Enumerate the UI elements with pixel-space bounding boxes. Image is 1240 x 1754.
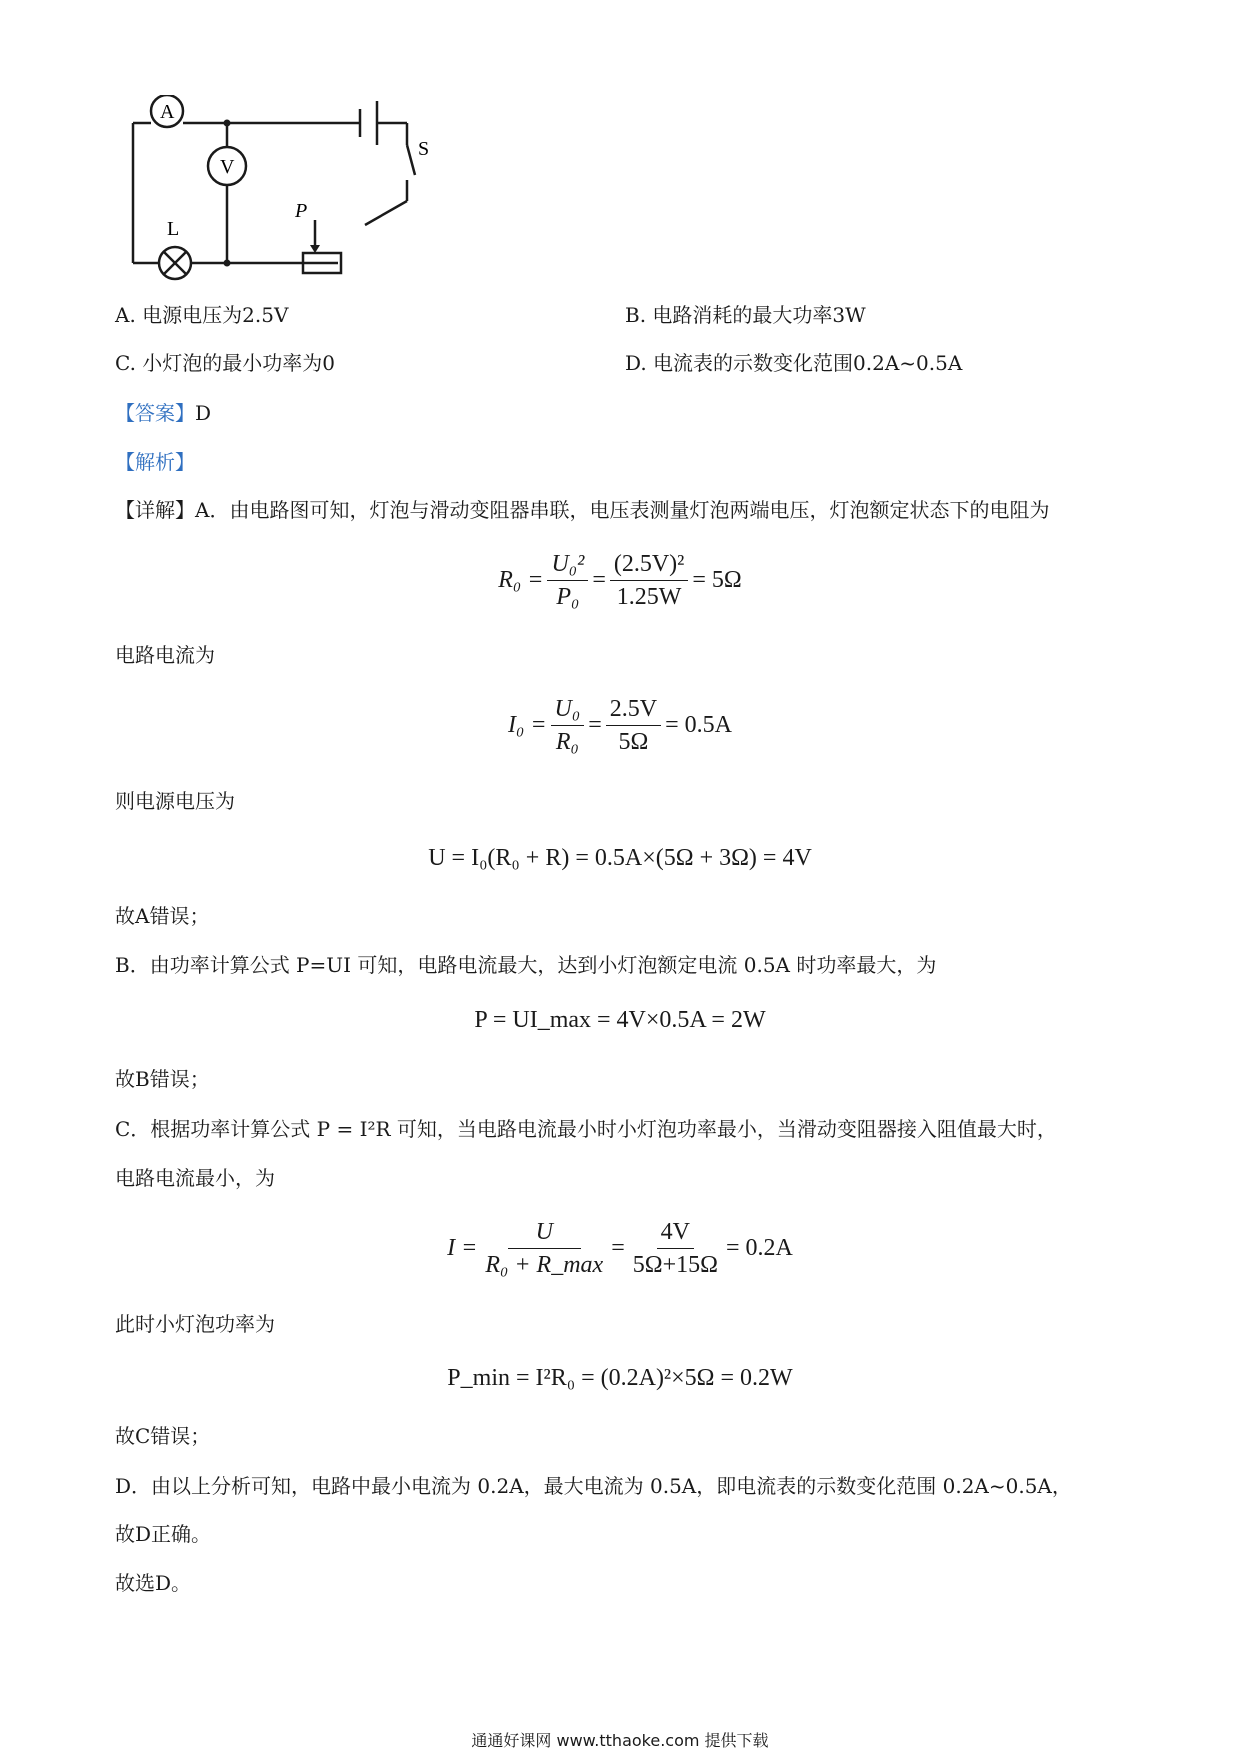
b-text: B．由功率计算公式 P=UI 可知，电路电流最大，达到小灯泡额定电流 0.5A 时功率最大，为 <box>115 953 937 977</box>
equation-2: I₀ = $\frac{\text{U₀}}{\text{R₀}}$ = $\frac{2.5V}{5\Omega}$ = 0.5A <box>508 696 732 755</box>
source-voltage-text: 则电源电压为 <box>115 789 235 813</box>
voltmeter-label: V <box>220 156 235 178</box>
option-d: D. 电流表的示数变化范围0.2A~0.5A <box>625 351 963 375</box>
option-c: C. 小灯泡的最小功率为0 <box>115 351 336 375</box>
eq5-frac-1: $\frac{U}{\text{R₀ + R\_max}}$ <box>485 1219 604 1278</box>
eq5-lhs: I = <box>447 1235 478 1261</box>
eq2-rhs: = 0.5A <box>665 712 732 738</box>
lamp-label: L <box>167 218 180 240</box>
answer-tag: 【答案】 <box>115 401 195 425</box>
detail-tag: 【详解】 <box>115 498 195 522</box>
eq1-frac-1: $\frac{\text{U₀²}}{\text{P₀}}$ <box>547 550 588 611</box>
equation-4: P = UI_max = 4V×0.5A = 2W <box>474 1006 766 1033</box>
switch-label: S <box>418 138 430 160</box>
detail-intro: A．由电路图可知，灯泡与滑动变阻器串联，电压表测量灯泡两端电压，灯泡额定状态下的电阻为 <box>195 498 1050 522</box>
choose-text: 故选D。 <box>115 1571 192 1595</box>
ammeter-label: A <box>160 101 175 123</box>
equation-1: R₀ = $\frac{\text{U₀²}}{\text{P₀}}$ = $\frac{\text{(2.5V)²}}{1.25W}$ = 5Ω <box>498 551 742 610</box>
circuit-current-text: 电路电流为 <box>115 643 215 667</box>
answer-value: D <box>195 401 212 425</box>
eq1-frac-2: $\frac{\text{(2.5V)²}}{1.25W}$ <box>610 550 689 611</box>
circuit-diagram <box>115 95 455 295</box>
eq5-rhs: = 0.2A <box>725 1235 793 1261</box>
eq2-frac-1: $\frac{\text{U₀}}{\text{R₀}}$ <box>551 695 585 756</box>
eq2-lhs: I₀ = <box>508 712 547 738</box>
equation-3: U = I₀(R₀ + R) = 0.5A×(5Ω + 3Ω) = 4V <box>428 844 812 871</box>
b-wrong-text: 故B错误； <box>115 1067 210 1091</box>
option-b: B. 电路消耗的最大功率3W <box>625 303 866 327</box>
detail-intro-line <box>115 497 1049 523</box>
lamp-power-text: 此时小灯泡功率为 <box>115 1312 275 1336</box>
slider-label: P <box>295 200 308 222</box>
c-text: C．根据功率计算公式 P = I²R 可知，当电路电流最小时小灯泡功率最小，当滑动变阻器接入阻值最大时， <box>115 1117 1057 1141</box>
c-text-2: 电路电流最小，为 <box>115 1166 275 1190</box>
c-wrong-text: 故C错误； <box>115 1424 211 1448</box>
equation-5: I = $\frac{U}{\text{R₀ + R\_max}}$ = $\frac{4V}{5\Omega+15\Omega}$ = 0.2A <box>447 1219 793 1278</box>
eq2-frac-2: $\frac{2.5V}{5\Omega}$ <box>606 695 661 756</box>
analysis-tag: 【解析】 <box>115 450 195 474</box>
option-a: A. 电源电压为2.5V <box>115 303 289 327</box>
d-text: D．由以上分析可知，电路中最小电流为 0.2A，最大电流为 0.5A，即电流表的示数变化范围 0.2A~0.5A， <box>115 1474 1072 1498</box>
answer-line <box>115 400 211 426</box>
equation-6: P_min = I²R₀ = (0.2A)²×5Ω = 0.2W <box>447 1364 793 1391</box>
a-wrong-text: 故A错误； <box>115 904 210 928</box>
eq5-frac-2: $\frac{4V}{5\Omega+15\Omega}$ <box>632 1219 718 1278</box>
eq1-rhs: = 5Ω <box>692 567 742 593</box>
eq1-lhs: R₀ = <box>498 567 544 593</box>
footer: 通通好课网 www.tthaoke.com 提供下载 <box>471 1731 769 1750</box>
d-right-text: 故D正确。 <box>115 1522 212 1546</box>
